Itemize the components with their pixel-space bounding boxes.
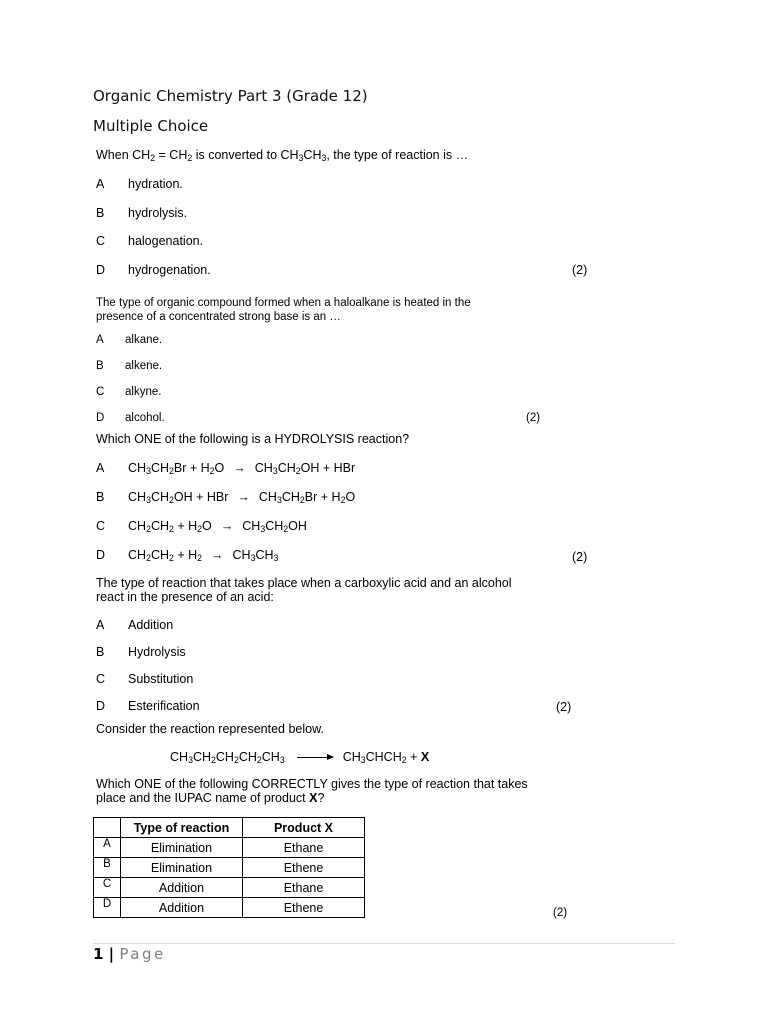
question-4-option-c: C Substitution [96, 672, 194, 686]
row-product: Ethene [243, 898, 365, 918]
footer-separator: | [103, 945, 120, 963]
row-type: Elimination [121, 838, 243, 858]
table-row [94, 878, 365, 898]
question-1-option-d: D hydrogenation. [96, 263, 211, 277]
row-type: Elimination [121, 858, 243, 878]
question-4-option-b: B Hydrolysis [96, 645, 186, 659]
question-3-option-a: A $CH_3CH_2Br + H_2O \to CH_3CH_2OH$ + HBr [96, 461, 356, 476]
section-heading: Multiple Choice [93, 117, 209, 135]
page-footer [93, 945, 166, 963]
question-1-marks: (2) [572, 263, 588, 277]
question-1-stem: When $CH_2 = CH_2$ is converted to $CH_3CH_3$, the type of reaction is … [96, 148, 469, 163]
question-2-stem: The type of organic compound formed when a haloalkane is heated in the presence of a concentrated strong base is an … [96, 297, 471, 323]
question-2-marks: (2) [526, 412, 541, 424]
row-product: Ethene [243, 858, 365, 878]
table-row [94, 838, 365, 858]
question-5-intro: Consider the reaction represented below. [96, 722, 324, 736]
page-number: 1 [93, 945, 104, 963]
row-type: Addition [121, 878, 243, 898]
page-label: Page [119, 945, 166, 963]
question-3-option-d: D $CH_2CH_2 + H_2 \to CH_3CH_3$ [96, 548, 279, 563]
question-4-option-a: A Addition [96, 618, 174, 632]
row-letter: D [94, 898, 121, 918]
footer-divider [93, 943, 675, 944]
question-5-stem: Which ONE of the following CORRECTLY gives the type of reaction that takes place and the IUPAC name of product X? [96, 777, 528, 805]
table-row [94, 898, 365, 918]
question-5-reaction: $CH_3CH_2CH_2CH_2CH_3$ $CH_3CHCH_2 + X$ [170, 750, 430, 765]
row-product: Ethane [243, 838, 365, 858]
table-header-empty [94, 818, 121, 838]
table-header-product: Product X [243, 818, 365, 838]
question-3-stem: Which ONE of the following is a HYDROLYSIS reaction? [96, 432, 410, 446]
question-1-option-c: C halogenation. [96, 234, 204, 248]
question-3-marks: (2) [572, 550, 588, 564]
table-header-row [94, 818, 365, 838]
question-2-option-b: B alkene. [96, 360, 163, 372]
table-header-type: Type of reaction [121, 818, 243, 838]
question-3-option-b: B $CH_3CH_2OH$ + HBr → $CH_3CH_2Br + H_2O$ [96, 490, 356, 505]
question-5-marks: (2) [553, 907, 568, 919]
question-2-option-a: A alkane. [96, 334, 163, 346]
question-2-option-c: C alkyne. [96, 386, 162, 398]
question-1-option-a: A hydration. [96, 177, 183, 191]
question-4-stem: The type of reaction that takes place when a carboxylic acid and an alcohol react in the presence of an acid: [96, 576, 512, 604]
document-title: Organic Chemistry Part 3 (Grade 12) [93, 87, 368, 105]
answer-table [93, 817, 365, 918]
question-4-marks: (2) [556, 700, 572, 714]
question-2-option-d: D alcohol. [96, 412, 165, 424]
row-letter: C [94, 878, 121, 898]
question-3-option-c: C $CH_2CH_2 + H_2O \to CH_3CH_2OH$ [96, 519, 307, 534]
question-4-option-d: D Esterification [96, 699, 200, 713]
row-type: Addition [121, 898, 243, 918]
row-letter: B [94, 858, 121, 878]
table-row [94, 858, 365, 878]
row-product: Ethane [243, 878, 365, 898]
question-1-option-b: B hydrolysis. [96, 206, 188, 220]
row-letter: A [94, 838, 121, 858]
reaction-arrow-icon [297, 757, 333, 758]
